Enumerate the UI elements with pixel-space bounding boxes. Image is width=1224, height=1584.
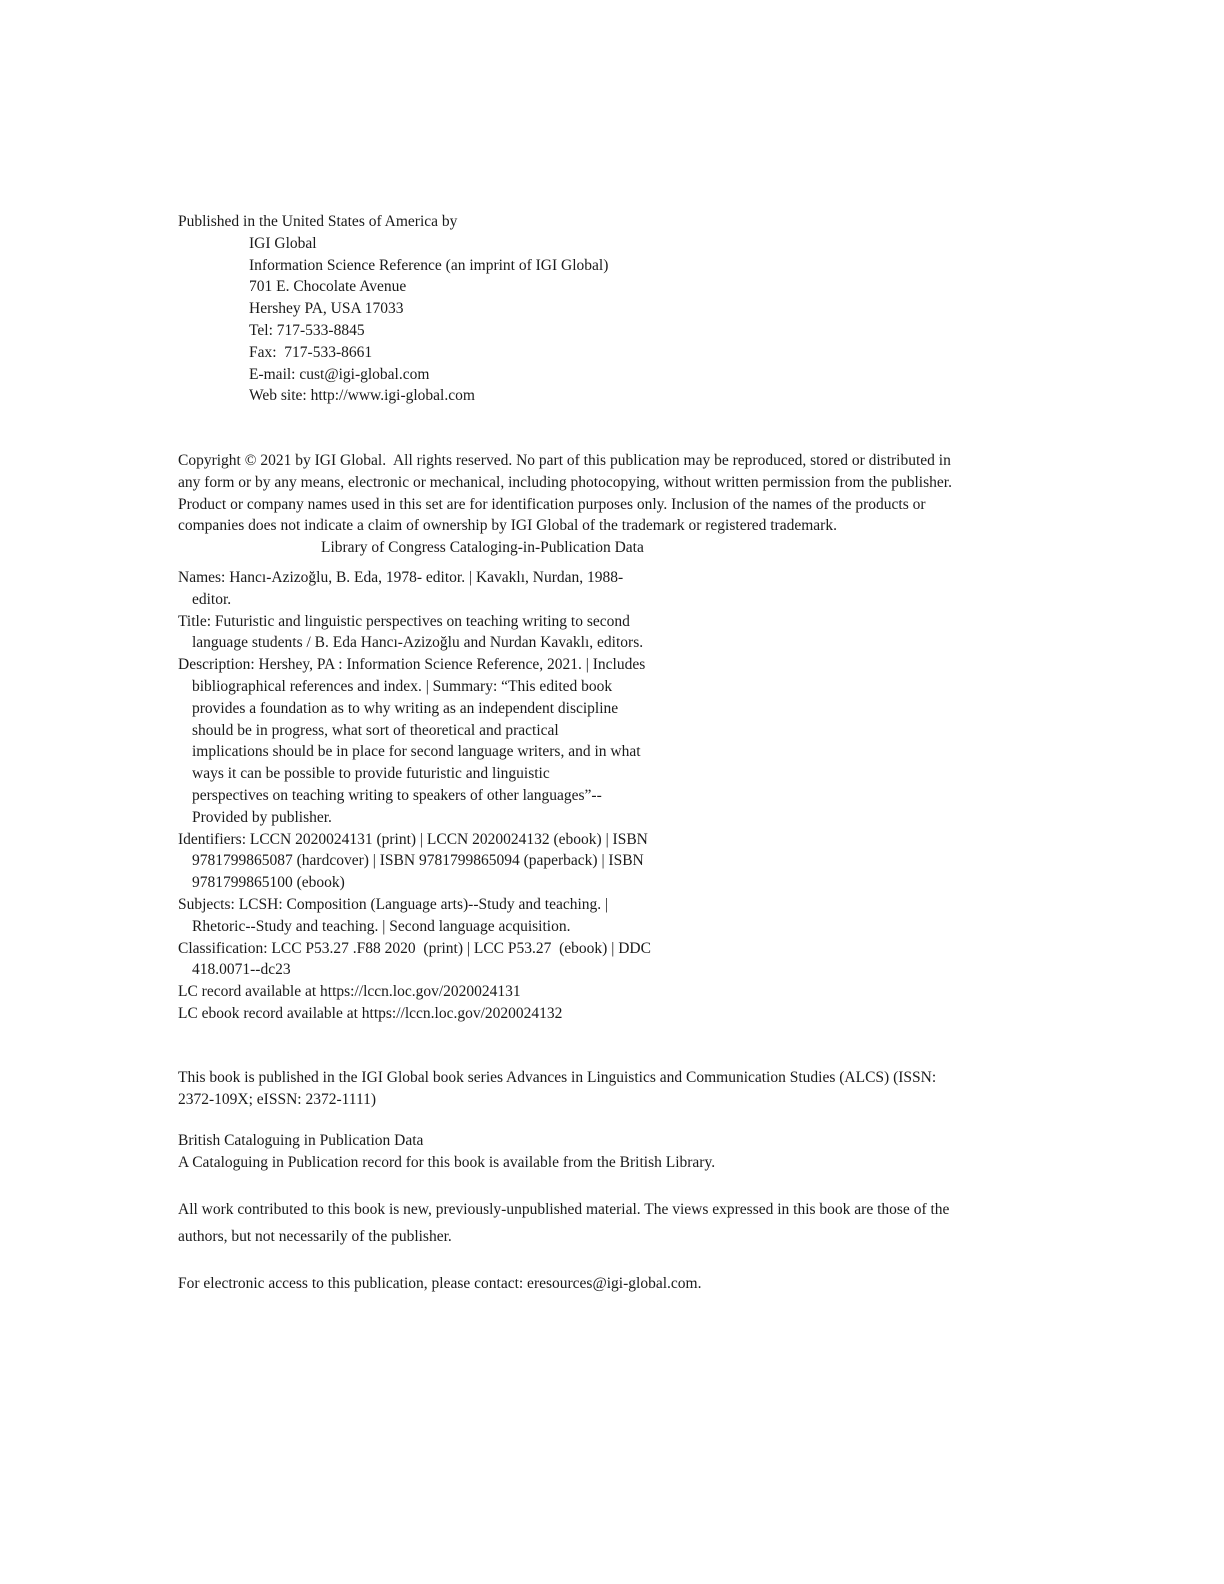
originality-line: All work contributed to this book is new, previously-unpublished material. The views expressed in this book are those of the bbox=[178, 1201, 950, 1218]
cip-line: Classification: LCC P53.27 .F88 2020 (print) | LCC P53.27 (ebook) | DDC bbox=[178, 939, 651, 957]
copyright-line: any form or by any means, electronic or mechanical, including photocopying, without written permission from the publisher. bbox=[178, 473, 952, 491]
cip-line: Rhetoric--Study and teaching. | Second language acquisition. bbox=[192, 917, 571, 935]
cip-line: 418.0071--dc23 bbox=[192, 961, 291, 979]
cip-line: language students / B. Eda Hancı-Azizoğlu and Nurdan Kavaklı, editors. bbox=[192, 634, 644, 652]
publisher-city: Hershey PA, USA 17033 bbox=[249, 300, 404, 318]
publisher-imprint: Information Science Reference (an imprint of IGI Global) bbox=[249, 256, 609, 274]
cip-line: bibliographical references and index. | Summary: “This edited book bbox=[192, 677, 613, 695]
publisher-website: Web site: http://www.igi-global.com bbox=[249, 387, 475, 405]
series-statement bbox=[178, 1067, 936, 1111]
originality-statement bbox=[178, 1196, 949, 1250]
british-cip-text: A Cataloguing in Publication record for this book is available from the British Library. bbox=[178, 1153, 716, 1171]
publisher-fax: Fax: 717-533-8661 bbox=[249, 343, 373, 361]
electronic-access-statement bbox=[178, 1273, 701, 1295]
cip-line: LC ebook record available at https://lccn.loc.gov/2020024132 bbox=[178, 1004, 563, 1022]
cip-line: 9781799865087 (hardcover) | ISBN 9781799865094 (paperback) | ISBN bbox=[192, 852, 644, 870]
publisher-email: E-mail: cust@igi-global.com bbox=[249, 365, 430, 383]
series-line: 2372-109X; eISSN: 2372-1111) bbox=[178, 1090, 377, 1108]
originality-line: authors, but not necessarily of the publisher. bbox=[178, 1228, 452, 1245]
cip-classification bbox=[178, 938, 651, 982]
cip-record bbox=[178, 567, 651, 1025]
cip-heading: Library of Congress Cataloging-in-Publication Data bbox=[321, 539, 644, 557]
cip-identifiers bbox=[178, 829, 651, 894]
cip-line: Title: Futuristic and linguistic perspectives on teaching writing to second bbox=[178, 612, 630, 630]
publisher-street: 701 E. Chocolate Avenue bbox=[249, 278, 407, 296]
british-cip-heading: British Cataloguing in Publication Data bbox=[178, 1132, 424, 1149]
publisher-intro: Published in the United States of America by bbox=[178, 213, 458, 230]
cip-line: editor. bbox=[192, 590, 232, 608]
cip-line: 9781799865100 (ebook) bbox=[192, 874, 345, 892]
series-line: This book is published in the IGI Global book series Advances in Linguistics and Communication Studies (ALCS) (ISSN: bbox=[178, 1069, 937, 1086]
copyright-line: Copyright © 2021 by IGI Global. All rights reserved. No part of this publication may be reproduced, stored or distributed in bbox=[178, 452, 951, 469]
cip-line: should be in progress, what sort of theoretical and practical bbox=[192, 721, 559, 739]
cip-line: Identifiers: LCCN 2020024131 (print) | LCCN 2020024132 (ebook) | ISBN bbox=[178, 830, 648, 848]
cip-line: Provided by publisher. bbox=[192, 808, 332, 826]
publisher-block bbox=[178, 211, 608, 407]
cip-lc-record bbox=[178, 981, 651, 1003]
cip-line: perspectives on teaching writing to speakers of other languages”-- bbox=[192, 786, 602, 804]
cip-line: LC record available at https://lccn.loc.gov/2020024131 bbox=[178, 983, 521, 1001]
british-cip bbox=[178, 1130, 715, 1174]
cip-line: Names: Hancı-Azizoğlu, B. Eda, 1978- editor. | Kavaklı, Nurdan, 1988- bbox=[178, 569, 624, 586]
cip-names bbox=[178, 567, 651, 611]
cip-line: provides a foundation as to why writing as an independent discipline bbox=[192, 699, 619, 717]
cip-line: implications should be in place for second language writers, and in what bbox=[192, 743, 641, 761]
cip-lc-ebook-record bbox=[178, 1003, 651, 1025]
cip-subjects bbox=[178, 894, 651, 938]
cip-description bbox=[178, 654, 651, 828]
copyright-notice bbox=[178, 450, 1078, 559]
cip-line: Description: Hershey, PA : Information Science Reference, 2021. | Includes bbox=[178, 656, 646, 674]
cip-line: ways it can be possible to provide futuristic and linguistic bbox=[192, 765, 550, 783]
copyright-line: companies does not indicate a claim of ownership by IGI Global of the trademark or registered trademark. bbox=[178, 517, 837, 535]
cip-line: Subjects: LCSH: Composition (Language arts)--Study and teaching. | bbox=[178, 895, 609, 913]
copyright-line: Product or company names used in this set are for identification purposes only. Inclusion of the names of the products or bbox=[178, 495, 926, 513]
access-text: For electronic access to this publication, please contact: eresources@igi-global.com. bbox=[178, 1275, 702, 1292]
cip-title bbox=[178, 611, 651, 655]
publisher-name: IGI Global bbox=[249, 234, 317, 252]
publisher-tel: Tel: 717-533-8845 bbox=[249, 321, 365, 339]
